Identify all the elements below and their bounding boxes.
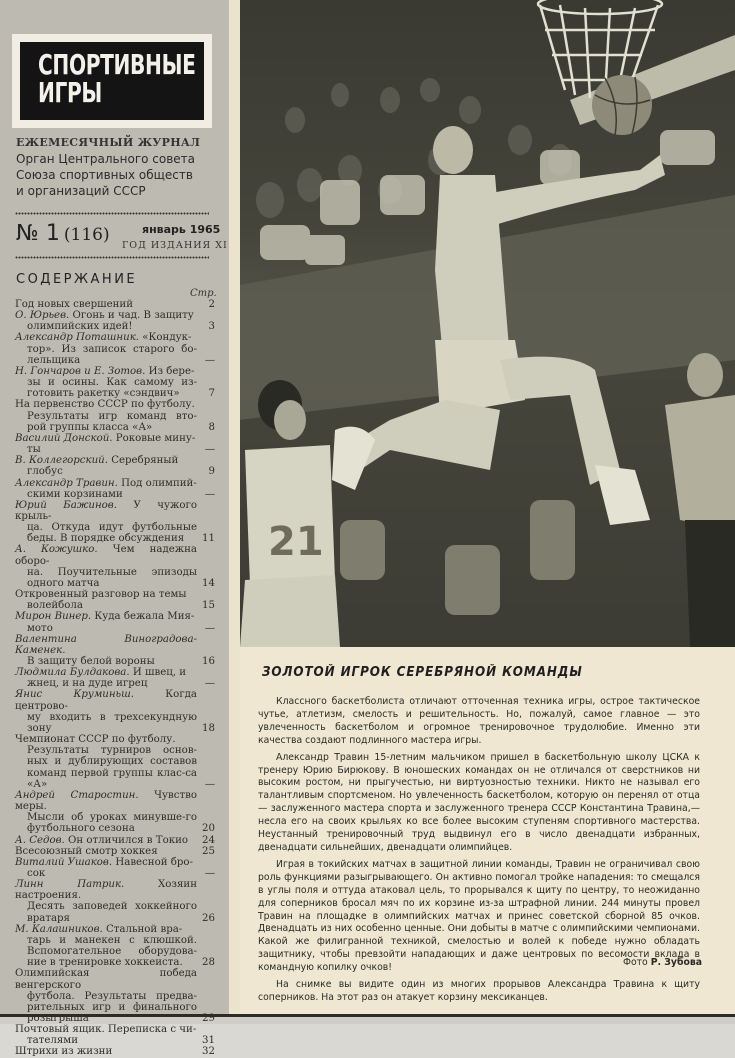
toc-entry-page: — [204,778,215,790]
toc-entry-author: Линн Патрик. [15,879,125,891]
toc-entry-page: — [204,488,215,500]
toc-entry-page: 9 [208,466,215,478]
toc-entry [15,667,215,689]
toc-entry [15,433,215,455]
toc-entry-title: Навесной бро- [115,856,193,868]
toc-entry [15,455,215,477]
photo-illustration [240,0,735,647]
toc-entry-continuation: ты [27,444,41,456]
article-paragraph: Классного баскетболиста отличают отточенная техника игры, острое тактическое чутье, атлетизм, смелость и решительность. Но, пожалуй, самое главное — это увлеченность баскетболом и огромное тренировочное трудолюбие. Именно эти качества создают подлинного мастера игры. [258,696,700,746]
toc-entry [15,478,215,500]
toc-entry [15,611,215,633]
toc-entry [15,589,215,611]
toc-entry-title: Куда бежала Мия- [94,611,195,623]
toc-entry [15,924,215,969]
toc-entry-author: Н. Гончаров и Е. Зотов. [15,365,146,377]
toc-entry-title: Он отличился в Токио [68,834,189,846]
photo-credit-prefix: Фото [622,957,648,968]
toc-entry [15,634,215,667]
dotted-divider [15,256,209,259]
toc-entry-author: Юрий Бажинов. [15,499,117,511]
toc-entry [15,857,215,879]
toc-entry-page: — [204,444,215,456]
masthead-logo [12,34,212,128]
toc-entry-author: Василий Донской. [15,432,113,444]
toc-entry-page: 28 [202,957,215,969]
toc-entry-title: Из бере- [148,365,195,377]
toc-entry-author: Валентина Виноградова-Каменек. [15,633,197,656]
toc-entry-author: Андрей Старостин. [15,789,139,801]
toc-entry-page: 7 [208,388,215,400]
publisher-line: Орган Центрального совета [16,152,196,166]
toc-entry-continuation: скими корзинами [27,488,123,500]
toc-entry-page: 24 [202,834,215,846]
photo-credit-name: Р. Зубова [650,957,702,968]
toc-entry-title: И швец, и [132,667,187,679]
toc-entry-author: Виталий Ушаков. [15,856,113,868]
toc-entry-page: — [204,354,215,366]
toc-entry [15,332,215,365]
toc-entry-continuation: на. Поучительные эпизоды одного матча [27,566,197,589]
masthead-title-block [20,42,204,120]
toc-entry-continuation: зы и осины. Как самому из-готовить ракетку «сэндвич» [27,377,197,400]
toc-entry-continuation: сок [27,867,46,879]
page-margin-strip [229,0,240,1014]
article-paragraph: Играя в токийских матчах в защитной линии команды, Травин не ограничивал свою роль функциями разыгрывающего. Он активно помогал тройке нападения: то смещался в углы поля и оттуда атаковал цель, то прорывался к щиту по центру, то неожиданно для соперников бросал мяч по их корзине из-за штрафной линии. 244 минуты провел Травин на площадке в олимпийских матчах и принес советской сборной 85 очков. Двенадцать из них особенно ценные. Они добыты в матче с олимпийскими чемпионами. Какой же филигранной техникой, смелостью и волей к победе нужно обладать защитнику, чтобы превзойти нападающих и даже центровых по весомости вклада в командную копилку очков! [258,858,700,974]
toc-entry-continuation: мото [27,622,53,634]
toc-entry-page: 20 [202,823,215,835]
jersey-number: 21 [268,519,324,565]
toc-entry-continuation: Мысли об уроках минувше-го футбольного сезона [27,812,197,835]
toc-entry-title: Почтовый ящик. Переписка с чи- [15,1024,197,1036]
toc-entry-page: 14 [202,577,215,589]
toc-entry [15,544,215,589]
toc-entry-page: 29 [202,1013,215,1024]
publisher-line: и организаций СССР [16,184,146,198]
toc-entry-page: 15 [202,600,215,612]
masthead-title-line1: СПОРТИВНЫЕ [38,48,196,81]
toc-entry-page: 25 [202,845,215,857]
toc-entry-title: Чем надежна оборо- [15,544,197,567]
toc-entry-title: Всесоюзный смотр хоккея [15,845,158,857]
toc-page-header: Стр. [190,288,217,299]
publisher-info [16,151,195,199]
toc-entry-title: Хозяин настроения. [15,879,197,902]
toc-entry-title: Когда центрово- [15,689,197,712]
toc-entry-title: Огонь и чад. В защиту [72,310,194,322]
toc-entry-title: У чужого крыль- [15,499,197,522]
toc-entry-continuation: тор». Из записок старого бо-лельщика [27,343,197,366]
toc-entry-title: Штрихи из жизни [15,1046,113,1058]
issue-date: январь 1965 [142,223,221,236]
toc-entry-continuation: В защиту белой вороны [27,656,155,667]
toc-entry [15,734,215,790]
toc-entry-title: Стальной вра- [105,923,183,935]
toc-entry-title: На первенство СССР по футболу. [15,399,195,411]
toc-entry-page: 2 [208,299,215,310]
toc-entry-author: А. Кожушко. [15,544,98,556]
toc-entry [15,790,215,835]
toc-entry-title: Чемпионат СССР по футболу. [15,734,176,746]
toc-entry-continuation: Результаты игр команд вто-рой группы класса «А» [27,410,197,433]
toc-entry-page: 8 [208,421,215,433]
toc-entry [15,835,215,846]
toc-title: СОДЕРЖАНИЕ [16,272,138,287]
toc-entry-author: Александр Травин. [15,477,118,489]
toc-entry-continuation: глобус [27,466,63,478]
toc-entry [15,846,215,857]
toc-entry-author: Мирон Винер. [15,611,92,623]
toc-entry [15,689,215,734]
toc-entry-author: Александр Поташник. [15,332,140,344]
sidebar-panel [0,0,229,1058]
toc-entry-page: — [204,867,215,879]
toc-entry [15,1024,215,1046]
toc-entry-author: А. Седов. [15,834,65,846]
toc-entry-title: Олимпийская победа венгерского [15,968,197,991]
toc-entry-title: Под олимпий- [121,477,197,489]
toc-entry-title: Роковые мину- [115,432,196,444]
toc-entry-continuation: футбола. Результаты предва-рительных игр и финального розыгрыша [27,990,197,1024]
toc-entry [15,500,215,545]
toc-entry-continuation: Результаты турниров основ-ных и дублирующих составов команд первой группы клас-са «А» [27,745,197,790]
masthead-subtitle: ЕЖЕМЕСЯЧНЫЙ ЖУРНАЛ [16,136,201,149]
toc-entry-continuation: тарь и манекен с клюшкой. Вспомогательное оборудова-ние в тренировке хоккеиста. [27,934,197,969]
toc-entry [15,399,215,432]
toc-entry-title: «Кондук- [142,332,192,344]
photo-credit [623,957,702,968]
dotted-divider [15,212,209,215]
article-section [240,647,735,1014]
toc-entry-title: Откровенный разговор на темы [15,589,187,601]
toc-entry-author: В. Коллегорский. [15,455,108,467]
toc-entry-continuation: му входить в трехсекундную зону [27,711,197,734]
issue-total: (116) [63,225,110,245]
toc-entry-continuation: ца. Откуда идут футбольные беды. В порядке обсуждения [27,522,197,545]
masthead-title-line2: ИГРЫ [38,76,102,109]
toc-entry-continuation: олимпийских идей! [27,321,133,333]
toc-entry-page: — [204,622,215,634]
article-paragraph: На снимке вы видите один из многих прорывов Александра Травина к щиту соперников. На этот раз он атакует корзину мексиканцев. [258,979,700,1003]
toc-entry-title: Серебряный [111,455,179,467]
toc-entry [15,879,215,924]
toc-entry-author: Людмила Булдакова. [15,667,130,679]
toc-entry [15,299,215,310]
toc-entry-continuation: волейбола [27,600,83,612]
article-title: ЗОЛОТОЙ ИГРОК СЕРЕБРЯНОЙ КОМАНДЫ [262,665,583,680]
toc-entry-author: Янис Круминьш. [15,689,134,701]
toc-entry-page: 18 [202,722,215,734]
article-paragraph: Александр Травин 15-летним мальчиком пришел в баскетбольную школу ЦСКА к тренеру Юрию Бирюкову. В юношеских командах он не отличался от сверстников ни высоким ростом, ни прыгучестью, ни виртуозностью техники. Никто не называл его талантливым спортсменом. Но увлеченность баскетболом, которую он перенял от отца — заслуженного мастера спорта и заслуженного тренера СССР Константина Травина,— несла его на своих крыльях ко все более высоким ступеням спортивного мастерства. Неустанный тренировочный труд выдвинул его в число двенадцати избранных, двенадцати сильнейших, двенадцати олимпийцев. [258,751,700,853]
toc-entry-page: 3 [208,321,215,333]
toc-entry-page: 31 [202,1035,215,1047]
toc-entry-author: М. Калашников. [15,923,103,935]
issue-number [16,221,110,246]
issue-year: ГОД ИЗДАНИЯ XI [122,240,228,251]
issue-number-main: № 1 [16,221,60,246]
toc-entry-page: — [204,678,215,690]
basketball-photo [240,0,735,647]
toc-entry-continuation: тателями [27,1035,78,1047]
toc-entry [15,1046,215,1057]
table-of-contents [15,299,215,1058]
toc-entry-title: Год новых свершений [15,299,134,310]
toc-entry-page: 32 [202,1046,215,1058]
toc-entry [15,310,215,332]
toc-entry-page: 16 [202,656,215,667]
toc-entry-continuation: жнец, и на дуде игрец [27,678,148,690]
toc-entry-continuation: Десять заповедей хоккейного вратаря [27,901,197,924]
publisher-line: Союза спортивных обществ [16,168,193,182]
toc-entry-title: Чувство меры. [15,789,197,813]
toc-entry [15,968,215,1024]
toc-entry-page: 26 [202,912,215,924]
toc-entry [15,366,215,399]
toc-entry-author: О. Юрьев. [15,310,70,322]
toc-entry-page: 11 [202,533,215,545]
